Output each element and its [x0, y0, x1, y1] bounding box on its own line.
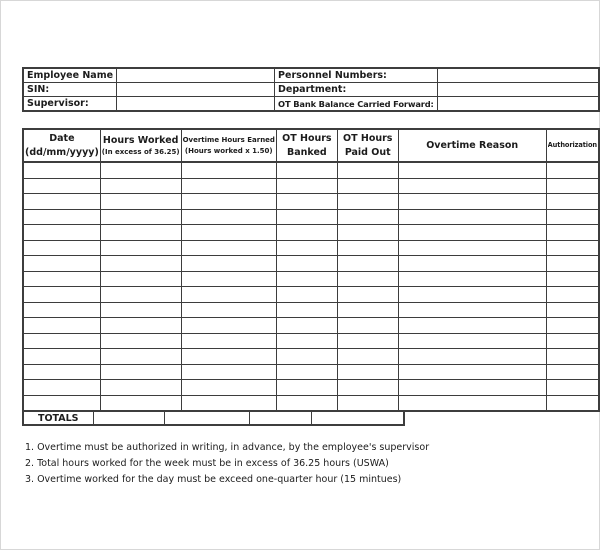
totals-hours-banked-cell[interactable] [249, 412, 311, 425]
empty-cell[interactable] [276, 178, 337, 194]
table-row [23, 162, 599, 178]
table-row [23, 395, 599, 411]
empty-cell[interactable] [100, 333, 181, 349]
empty-cell[interactable] [23, 333, 100, 349]
empty-cell[interactable] [23, 364, 100, 380]
supervisor-field[interactable] [117, 97, 275, 112]
empty-cell[interactable] [100, 395, 181, 411]
empty-cell[interactable] [398, 271, 546, 287]
empty-cell[interactable] [276, 380, 337, 396]
empty-cell[interactable] [398, 333, 546, 349]
empty-cell[interactable] [337, 271, 398, 287]
table-row [23, 256, 599, 272]
empty-cell[interactable] [337, 209, 398, 225]
empty-cell[interactable] [23, 287, 100, 303]
empty-cell[interactable] [181, 225, 276, 241]
totals-overtime-earned-cell[interactable] [164, 412, 249, 425]
empty-cell[interactable] [181, 240, 276, 256]
empty-cell[interactable] [276, 333, 337, 349]
empty-cell[interactable] [23, 302, 100, 318]
sin-label: SIN: [23, 83, 117, 97]
empty-cell[interactable] [337, 380, 398, 396]
empty-cell[interactable] [276, 349, 337, 365]
overtime-log-section [22, 128, 600, 426]
footnote-1: 1. Overtime must be authorized in writing, in advance, by the employee's supervisor [25, 442, 430, 453]
empty-cell[interactable] [546, 395, 599, 411]
empty-cell[interactable] [337, 395, 398, 411]
empty-cell[interactable] [398, 194, 546, 210]
empty-cell[interactable] [546, 333, 599, 349]
empty-cell[interactable] [181, 162, 276, 178]
empty-cell[interactable] [546, 256, 599, 272]
employee-info-table [22, 67, 600, 112]
empty-cell[interactable] [100, 225, 181, 241]
empty-cell[interactable] [546, 225, 599, 241]
employee-name-label: Employee Name [23, 68, 117, 83]
empty-cell[interactable] [337, 364, 398, 380]
empty-cell[interactable] [337, 287, 398, 303]
table-row [23, 287, 599, 303]
empty-cell[interactable] [337, 333, 398, 349]
empty-cell[interactable] [276, 271, 337, 287]
empty-cell[interactable] [337, 178, 398, 194]
empty-cell[interactable] [398, 162, 546, 178]
empty-cell[interactable] [337, 318, 398, 334]
empty-cell[interactable] [23, 349, 100, 365]
empty-cell[interactable] [23, 162, 100, 178]
table-row [23, 364, 599, 380]
empty-cell[interactable] [100, 380, 181, 396]
empty-cell[interactable] [181, 349, 276, 365]
empty-cell[interactable] [546, 380, 599, 396]
empty-cell[interactable] [181, 256, 276, 272]
empty-cell[interactable] [181, 318, 276, 334]
department-field[interactable] [437, 83, 599, 97]
empty-cell[interactable] [181, 271, 276, 287]
empty-cell[interactable] [181, 194, 276, 210]
empty-cell[interactable] [398, 395, 546, 411]
employee-name-field[interactable] [117, 68, 275, 83]
table-row [23, 225, 599, 241]
empty-cell[interactable] [181, 333, 276, 349]
info-row-employee [23, 68, 599, 83]
empty-cell[interactable] [100, 287, 181, 303]
empty-cell[interactable] [100, 318, 181, 334]
empty-cell[interactable] [181, 364, 276, 380]
empty-cell[interactable] [181, 287, 276, 303]
empty-cell[interactable] [100, 349, 181, 365]
info-row-sin [23, 83, 599, 97]
table-row [23, 271, 599, 287]
column-header-ot-hours-paid-out: OT Hours Paid Out [337, 129, 398, 162]
empty-cell[interactable] [276, 209, 337, 225]
table-row [23, 302, 599, 318]
empty-cell[interactable] [398, 380, 546, 396]
empty-cell[interactable] [100, 209, 181, 225]
empty-cell[interactable] [337, 240, 398, 256]
empty-cell[interactable] [181, 178, 276, 194]
empty-cell[interactable] [337, 225, 398, 241]
supervisor-label: Supervisor: [23, 97, 117, 112]
column-header-ot-hours-banked: OT Hours Banked [276, 129, 337, 162]
empty-cell[interactable] [23, 271, 100, 287]
empty-cell[interactable] [276, 225, 337, 241]
overtime-table [22, 128, 600, 412]
empty-cell[interactable] [398, 256, 546, 272]
empty-cell[interactable] [337, 194, 398, 210]
empty-cell[interactable] [23, 256, 100, 272]
empty-cell[interactable] [276, 287, 337, 303]
empty-cell[interactable] [398, 240, 546, 256]
empty-cell[interactable] [276, 162, 337, 178]
empty-cell[interactable] [23, 194, 100, 210]
table-row [23, 333, 599, 349]
empty-cell[interactable] [23, 225, 100, 241]
empty-cell[interactable] [100, 271, 181, 287]
empty-cell[interactable] [546, 162, 599, 178]
empty-cell[interactable] [100, 302, 181, 318]
empty-cell[interactable] [398, 349, 546, 365]
empty-cell[interactable] [398, 318, 546, 334]
empty-cell[interactable] [23, 178, 100, 194]
empty-cell[interactable] [276, 240, 337, 256]
totals-hours-paid-cell[interactable] [311, 412, 404, 425]
empty-cell[interactable] [398, 178, 546, 194]
empty-cell[interactable] [100, 364, 181, 380]
empty-cell[interactable] [546, 287, 599, 303]
overtime-table-body [23, 162, 599, 411]
table-row [23, 209, 599, 225]
empty-cell[interactable] [398, 364, 546, 380]
column-header-overtime-reason: Overtime Reason [398, 129, 546, 162]
table-row [23, 194, 599, 210]
info-row-supervisor [23, 97, 599, 112]
column-header-overtime-hours-earned: Overtime Hours Earned (Hours worked x 1.50) [181, 129, 276, 162]
empty-cell[interactable] [276, 318, 337, 334]
ot-bank-balance-field[interactable] [437, 97, 599, 112]
empty-cell[interactable] [546, 349, 599, 365]
table-row [23, 349, 599, 365]
table-row [23, 178, 599, 194]
empty-cell[interactable] [276, 302, 337, 318]
empty-cell[interactable] [398, 209, 546, 225]
sin-field[interactable] [117, 83, 275, 97]
empty-cell[interactable] [276, 256, 337, 272]
empty-cell[interactable] [398, 302, 546, 318]
empty-cell[interactable] [276, 395, 337, 411]
totals-label: TOTALS [23, 412, 93, 425]
empty-cell[interactable] [276, 364, 337, 380]
empty-cell[interactable] [546, 364, 599, 380]
empty-cell[interactable] [398, 287, 546, 303]
empty-cell[interactable] [546, 178, 599, 194]
footnote-3: 3. Overtime worked for the day must be exceed one-quarter hour (15 mintues) [25, 474, 402, 485]
personnel-numbers-field[interactable] [437, 68, 599, 83]
empty-cell[interactable] [100, 194, 181, 210]
empty-cell[interactable] [546, 209, 599, 225]
personnel-numbers-label: Personnel Numbers: [275, 68, 438, 83]
empty-cell[interactable] [398, 225, 546, 241]
empty-cell[interactable] [23, 240, 100, 256]
empty-cell[interactable] [100, 178, 181, 194]
empty-cell[interactable] [100, 162, 181, 178]
empty-cell[interactable] [546, 302, 599, 318]
empty-cell[interactable] [337, 302, 398, 318]
empty-cell[interactable] [23, 395, 100, 411]
empty-cell[interactable] [181, 302, 276, 318]
ot-bank-balance-label: OT Bank Balance Carried Forward: [275, 97, 438, 112]
column-header-authorization: Authorization [546, 129, 599, 162]
empty-cell[interactable] [100, 240, 181, 256]
empty-cell[interactable] [181, 209, 276, 225]
empty-cell[interactable] [546, 240, 599, 256]
department-label: Department: [275, 83, 438, 97]
footnotes [25, 440, 429, 488]
empty-cell[interactable] [181, 395, 276, 411]
empty-cell[interactable] [546, 194, 599, 210]
empty-cell[interactable] [337, 162, 398, 178]
empty-cell[interactable] [23, 380, 100, 396]
totals-row [22, 412, 405, 426]
empty-cell[interactable] [546, 318, 599, 334]
empty-cell[interactable] [276, 194, 337, 210]
column-header-date: Date (dd/mm/yyyy) [23, 129, 100, 162]
table-row [23, 240, 599, 256]
empty-cell[interactable] [181, 380, 276, 396]
empty-cell[interactable] [337, 256, 398, 272]
table-row [23, 380, 599, 396]
footnote-2: 2. Total hours worked for the week must be in excess of 36.25 hours (USWA) [25, 458, 389, 469]
column-header-hours-worked: Hours Worked (In excess of 36.25) [100, 129, 181, 162]
empty-cell[interactable] [100, 256, 181, 272]
totals-hours-worked-cell[interactable] [93, 412, 164, 425]
empty-cell[interactable] [23, 318, 100, 334]
table-row [23, 318, 599, 334]
empty-cell[interactable] [546, 271, 599, 287]
empty-cell[interactable] [337, 349, 398, 365]
overtime-table-header-row [23, 129, 599, 162]
empty-cell[interactable] [23, 209, 100, 225]
